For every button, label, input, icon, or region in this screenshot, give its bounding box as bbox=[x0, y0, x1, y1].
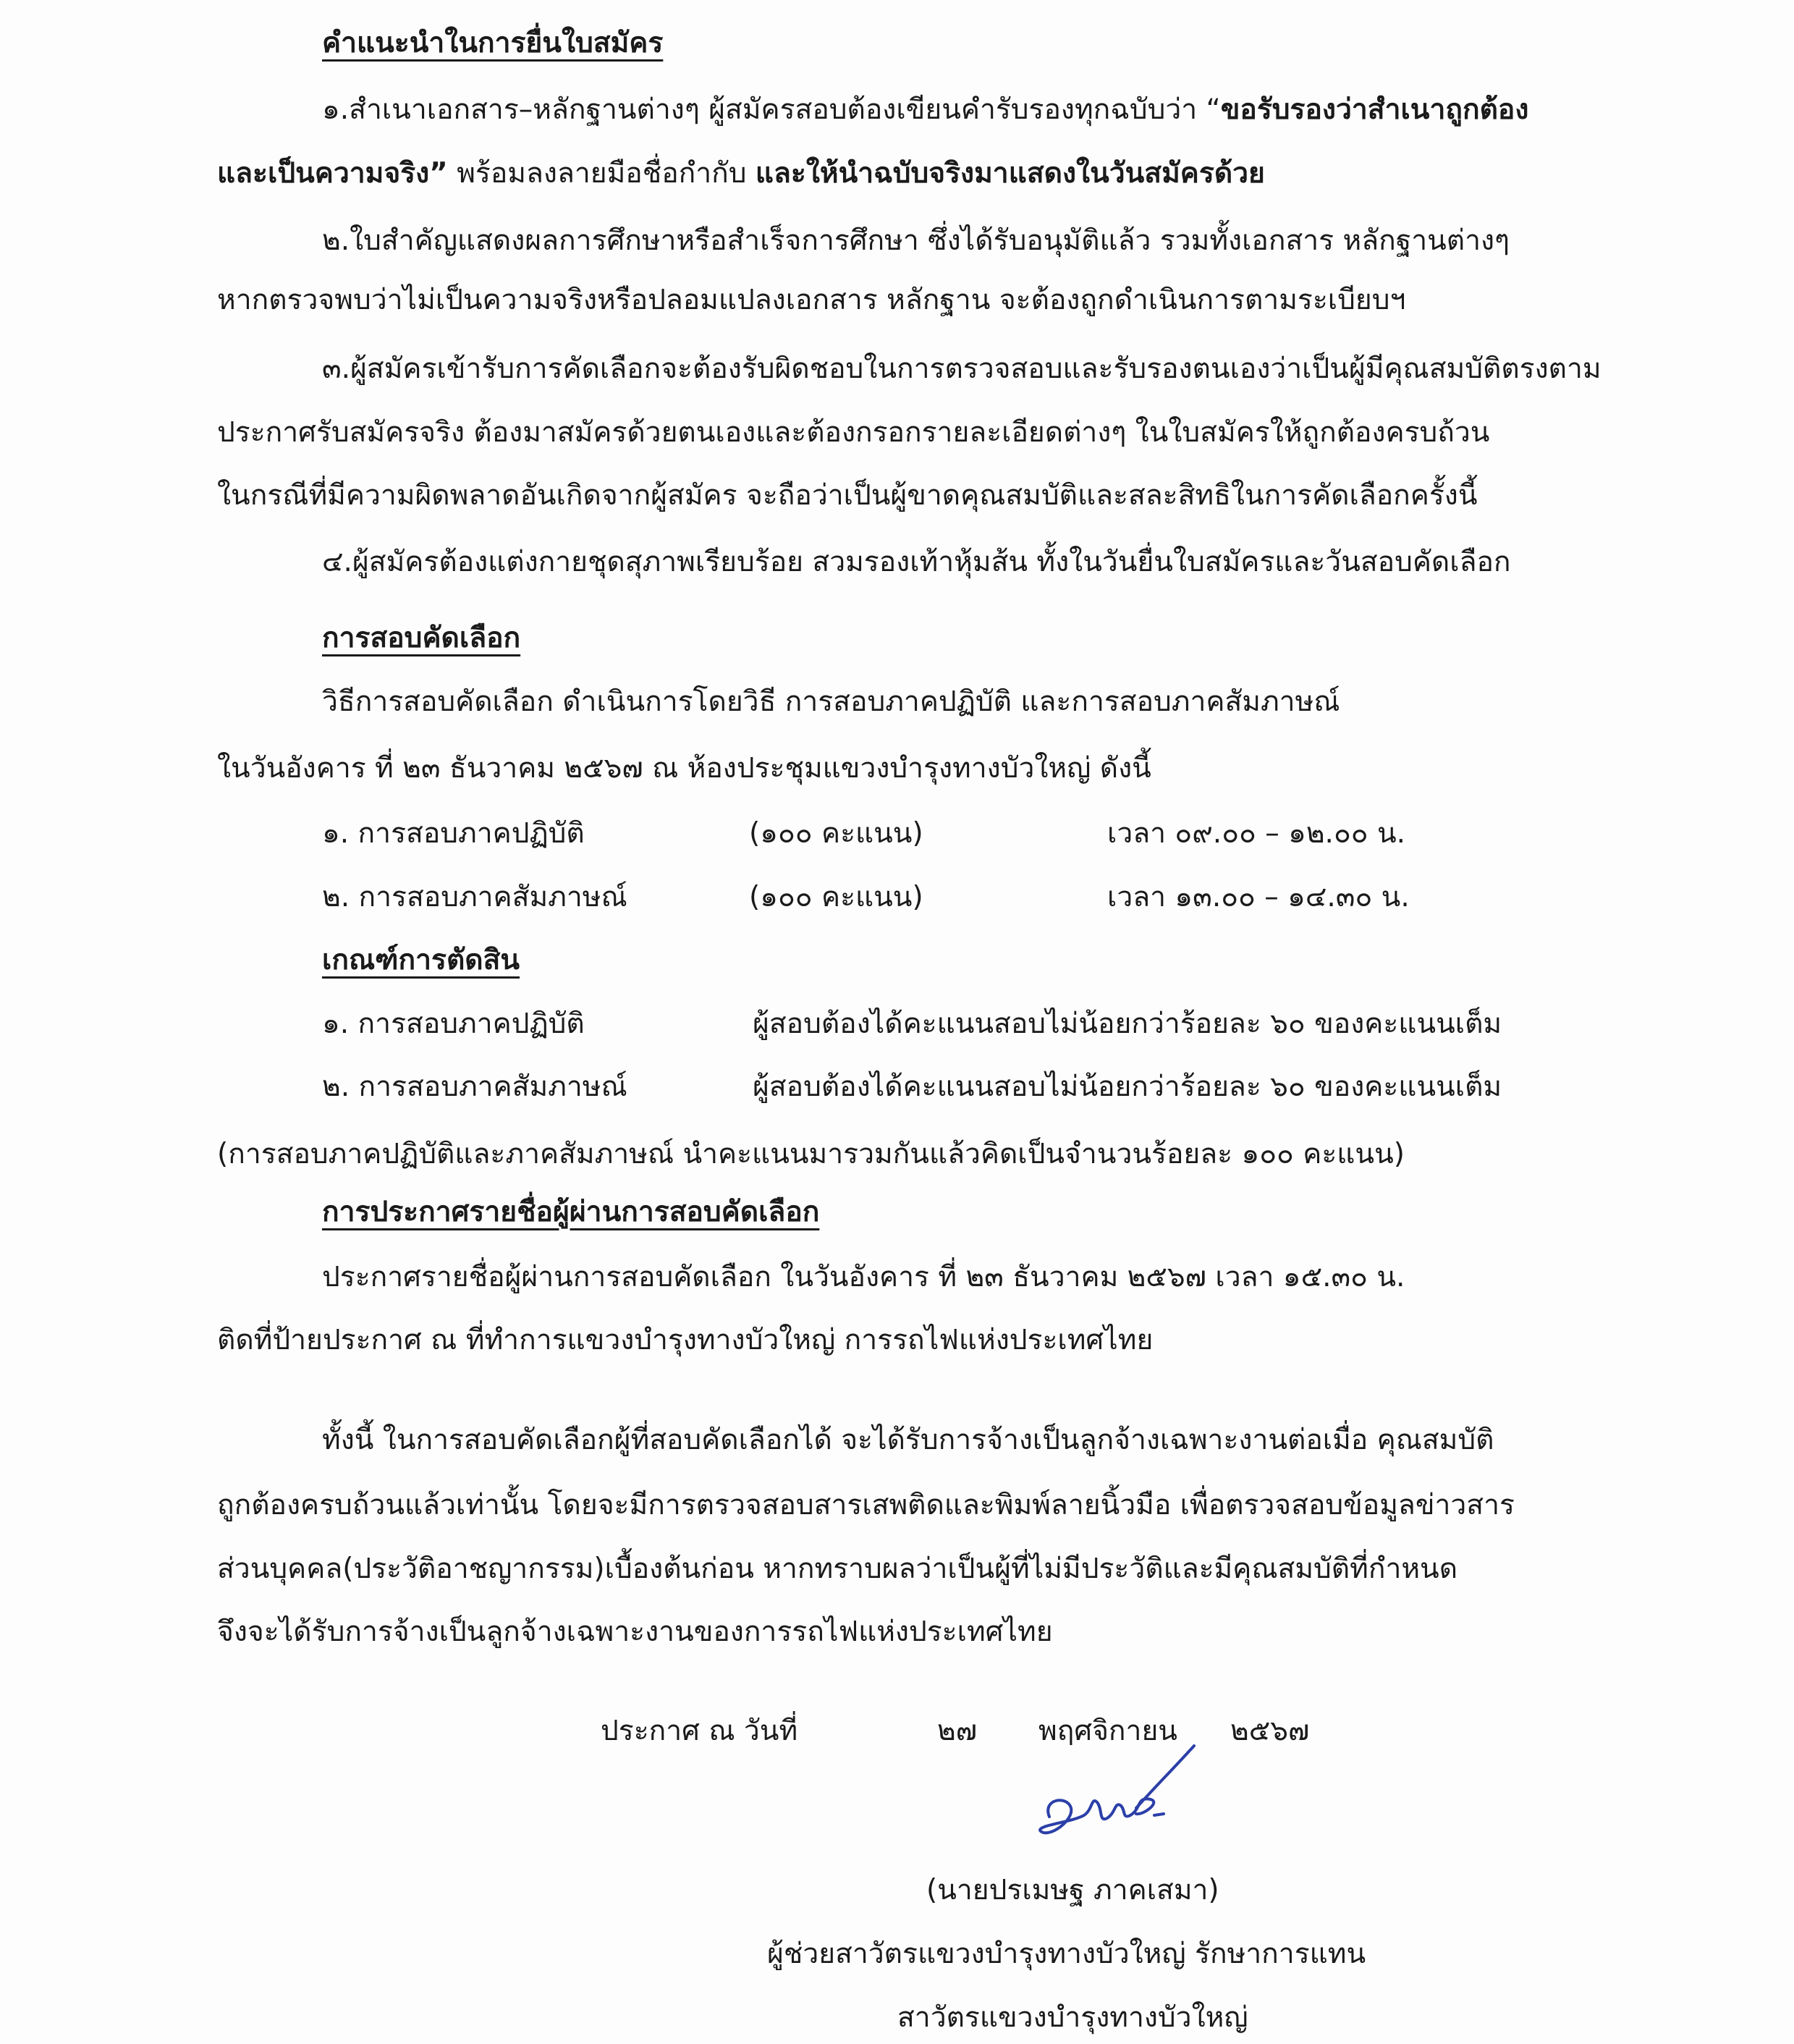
instruction-item-1-line-1 bbox=[322, 88, 1528, 132]
criteria-heading: เกณฑ์การตัดสิน bbox=[322, 944, 520, 976]
exam-row-time: เวลา ๐๙.๐๐ – ๑๒.๐๐ น. bbox=[1107, 817, 1406, 850]
exam-line-1: วิธีการสอบคัดเลือก ดำเนินการโดยวิธี การสอบภาคปฏิบัติ และการสอบภาคสัมภาษณ์ bbox=[322, 685, 1340, 718]
closing-line-2: ถูกต้องครบถ้วนแล้วเท่านั้น โดยจะมีการตรวจสอบสารเสพติดและพิมพ์ลายนิ้วมือ เพื่อตรวจสอบข้อมูลข่าวสาร bbox=[217, 1489, 1515, 1521]
instruction-item-1-bold-a: ขอรับรองว่าสำเนาถูกต้อง bbox=[1220, 93, 1529, 126]
exam-row-score: (๑๐๐ คะแนน) bbox=[749, 817, 923, 850]
announce-heading: การประกาศรายชื่อผู้ผ่านการสอบคัดเลือก bbox=[322, 1196, 820, 1228]
instruction-item-1-bold-b: และเป็นความจริง” bbox=[217, 157, 448, 190]
date-day: ๒๗ bbox=[937, 1715, 978, 1747]
instruction-item-1-prefix: ๑.สำเนาเอกสาร–หลักฐานต่างๆ ผู้สมัครสอบต้องเขียนคำรับรองทุกฉบับว่า “ bbox=[322, 93, 1221, 126]
date-label: ประกาศ ณ วันที่ bbox=[601, 1715, 798, 1747]
instruction-item-1-bold-c: และให้นำฉบับจริงมาแสดงในวันสมัครด้วย bbox=[755, 157, 1265, 190]
instruction-item-2-line-2: หากตรวจพบว่าไม่เป็นความจริงหรือปลอมแปลงเอกสาร หลักฐาน จะต้องถูกดำเนินการตามระเบียบฯ bbox=[217, 284, 1406, 316]
exam-row-name: ๒. การสอบภาคสัมภาษณ์ bbox=[322, 881, 627, 913]
exam-row-score: (๑๐๐ คะแนน) bbox=[749, 881, 923, 913]
criteria-row-rule: ผู้สอบต้องได้คะแนนสอบไม่น้อยกว่าร้อยละ ๖๐ ของคะแนนเต็ม bbox=[753, 1008, 1502, 1040]
handwritten-signature bbox=[1028, 1730, 1216, 1853]
instruction-item-1-line-2 bbox=[217, 152, 1265, 195]
instructions-heading: คำแนะนำในการยื่นใบสมัคร bbox=[322, 27, 664, 59]
announce-line-1: ประกาศรายชื่อผู้ผ่านการสอบคัดเลือก ในวันอังคาร ที่ ๒๓ ธันวาคม ๒๕๖๗ เวลา ๑๕.๓๐ น. bbox=[322, 1261, 1405, 1293]
closing-line-4: จึงจะได้รับการจ้างเป็นลูกจ้างเฉพาะงานของการรถไฟแห่งประเทศไทย bbox=[217, 1616, 1053, 1648]
instruction-item-3-line-1: ๓.ผู้สมัครเข้ารับการคัดเลือกจะต้องรับผิดชอบในการตรวจสอบและรับรองตนเองว่าเป็นผู้มีคุณสมบัติตรงตาม bbox=[322, 352, 1602, 385]
instruction-item-1-middle: พร้อมลงลายมือชื่อกำกับ bbox=[447, 157, 756, 190]
criteria-row-name: ๒. การสอบภาคสัมภาษณ์ bbox=[322, 1070, 627, 1103]
instruction-item-2-line-1: ๒.ใบสำคัญแสดงผลการศึกษาหรือสำเร็จการศึกษา ซึ่งได้รับอนุมัติแล้ว รวมทั้งเอกสาร หลักฐานต่างๆ bbox=[322, 224, 1510, 257]
exam-row-time: เวลา ๑๓.๐๐ – ๑๔.๓๐ น. bbox=[1107, 881, 1410, 913]
date-month: พฤศจิกายน bbox=[1038, 1715, 1177, 1747]
criteria-note: (การสอบภาคปฏิบัติและภาคสัมภาษณ์ นำคะแนนมารวมกันแล้วคิดเป็นจำนวนร้อยละ ๑๐๐ คะแนน) bbox=[217, 1138, 1405, 1170]
signer-position-2: สาวัตรแขวงบำรุงทางบัวใหญ่ bbox=[897, 2001, 1248, 2034]
announce-line-2: ติดที่ป้ายประกาศ ณ ที่ทำการแขวงบำรุงทางบัวใหญ่ การรถไฟแห่งประเทศไทย bbox=[217, 1324, 1154, 1356]
signer-name: (นายปรเมษฐ ภาคเสมา) bbox=[926, 1874, 1219, 1906]
criteria-row-rule: ผู้สอบต้องได้คะแนนสอบไม่น้อยกว่าร้อยละ ๖๐ ของคะแนนเต็ม bbox=[753, 1070, 1502, 1103]
exam-line-2: ในวันอังคาร ที่ ๒๓ ธันวาคม ๒๕๖๗ ณ ห้องประชุมแขวงบำรุงทางบัวใหญ่ ดังนี้ bbox=[217, 752, 1151, 785]
instruction-item-4: ๔.ผู้สมัครต้องแต่งกายชุดสุภาพเรียบร้อย สวมรองเท้าหุ้มส้น ทั้งในวันยื่นใบสมัครและวันสอบคัดเลือก bbox=[322, 546, 1511, 578]
exam-heading: การสอบคัดเลือก bbox=[322, 622, 521, 654]
date-year: ๒๕๖๗ bbox=[1230, 1715, 1310, 1747]
closing-line-1: ทั้งนี้ ในการสอบคัดเลือกผู้ที่สอบคัดเลือกได้ จะได้รับการจ้างเป็นลูกจ้างเฉพาะงานต่อเมื่อ คุณสมบัติ bbox=[322, 1424, 1494, 1456]
signer-position-1: ผู้ช่วยสาวัตรแขวงบำรุงทางบัวใหญ่ รักษาการแทน bbox=[767, 1938, 1366, 1970]
instruction-item-3-line-3: ในกรณีที่มีความผิดพลาดอันเกิดจากผู้สมัคร จะถือว่าเป็นผู้ขาดคุณสมบัติและสละสิทธิในการคัดเลือกครั้งนี้ bbox=[217, 479, 1478, 512]
instruction-item-3-line-2: ประกาศรับสมัครจริง ต้องมาสมัครด้วยตนเองและต้องกรอกรายละเอียดต่างๆ ในใบสมัครให้ถูกต้องครบถ้วน bbox=[217, 416, 1490, 449]
exam-row-name: ๑. การสอบภาคปฏิบัติ bbox=[322, 817, 585, 850]
criteria-row-name: ๑. การสอบภาคปฏิบัติ bbox=[322, 1008, 585, 1040]
closing-line-3: ส่วนบุคคล(ประวัติอาชญากรรม)เบื้องต้นก่อน หากทราบผลว่าเป็นผู้ที่ไม่มีประวัติและมีคุณสมบัติที่กำหนด bbox=[217, 1553, 1458, 1585]
